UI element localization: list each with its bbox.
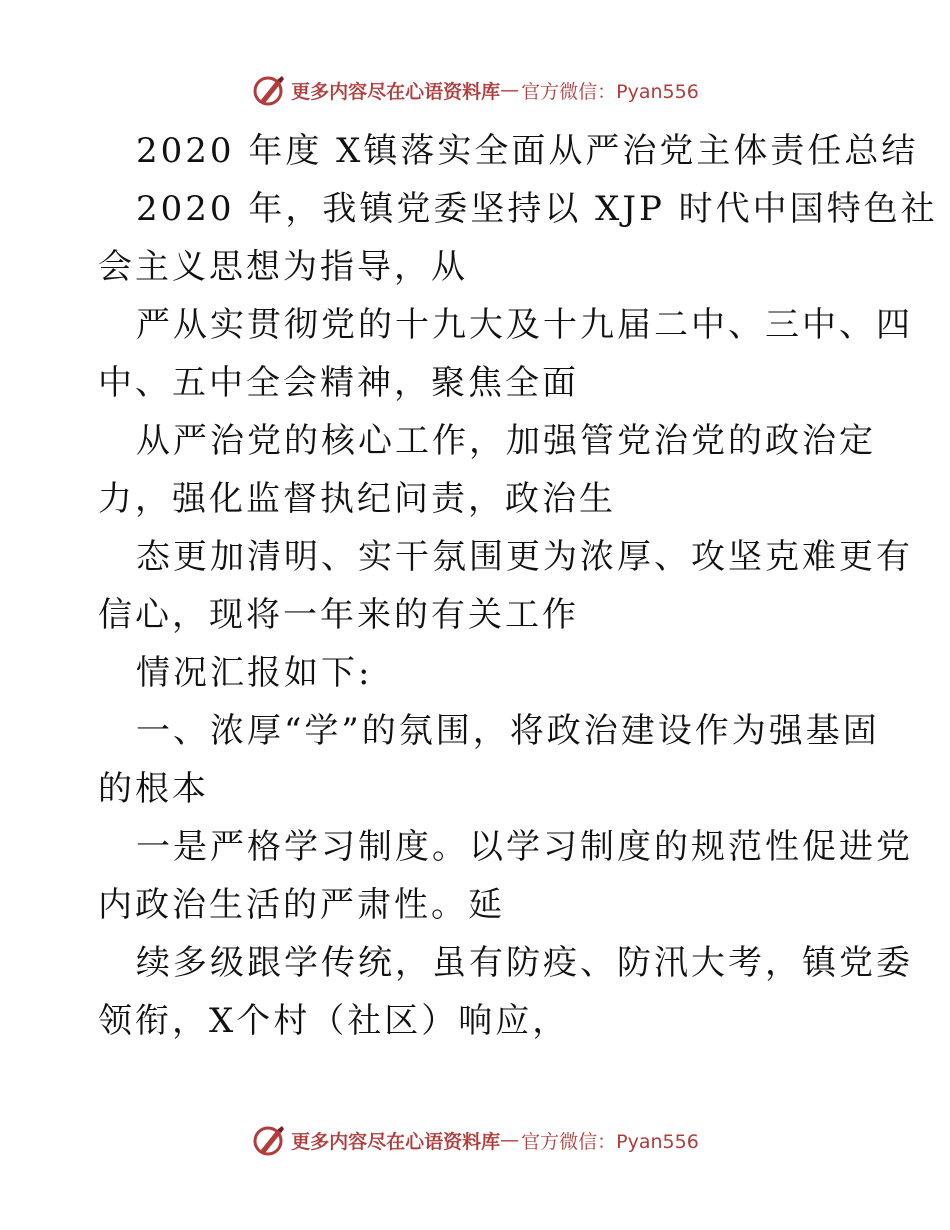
paragraph-line: 严从实贯彻党的十九大及十九届二中、三中、四 — [136, 305, 913, 345]
paragraph-line: 续多级跟学传统，虽有防疫、防汛大考，镇党委 — [136, 943, 913, 983]
paragraph-line: 力，强化监督执纪问责，政治生 — [98, 479, 616, 519]
document-title: 2020 年度 X镇落实全面从严治党主体责任总结 — [136, 131, 919, 171]
watermark-main-text: 更多内容尽在心语资料库 — [291, 1130, 501, 1153]
section-heading: 一、浓厚“学”的氛围，将政治建设作为强基固 — [136, 711, 880, 751]
paragraph-line: 态更加清明、实干氛围更为浓厚、攻坚克难更有 — [136, 537, 913, 577]
watermark-main-text: 更多内容尽在心语资料库 — [291, 80, 501, 103]
watermark-dash: — — [500, 79, 520, 101]
footer-watermark — [0, 1120, 950, 1160]
paragraph-line: 信心，现将一年来的有关工作 — [98, 595, 579, 635]
paragraph-line: 内政治生活的严肃性。延 — [98, 885, 505, 925]
pen-logo-icon — [251, 72, 287, 108]
pen-logo-icon — [251, 1122, 287, 1158]
paragraph-line: 领衔，X个村（社区）响应， — [98, 1001, 570, 1041]
watermark-sub-text: 官方微信：Pyan556 — [521, 80, 699, 103]
paragraph-line: 2020 年，我镇党委坚持以 XJP 时代中国特色社 — [136, 189, 938, 229]
watermark-sub-text: 官方微信：Pyan556 — [521, 1130, 699, 1153]
paragraph-line: 中、五中全会精神，聚焦全面 — [98, 363, 579, 403]
section-heading-continued: 的根本 — [98, 769, 209, 809]
paragraph-line: 会主义思想为指导，从 — [98, 247, 468, 287]
document-body — [98, 122, 938, 1050]
paragraph-line: 情况汇报如下: — [136, 653, 373, 693]
paragraph-line: 从严治党的核心工作，加强管党治党的政治定 — [136, 421, 876, 461]
watermark-dash: — — [500, 1129, 520, 1151]
paragraph-line: 一是严格学习制度。以学习制度的规范性促进党 — [136, 827, 913, 867]
header-watermark — [0, 70, 950, 110]
